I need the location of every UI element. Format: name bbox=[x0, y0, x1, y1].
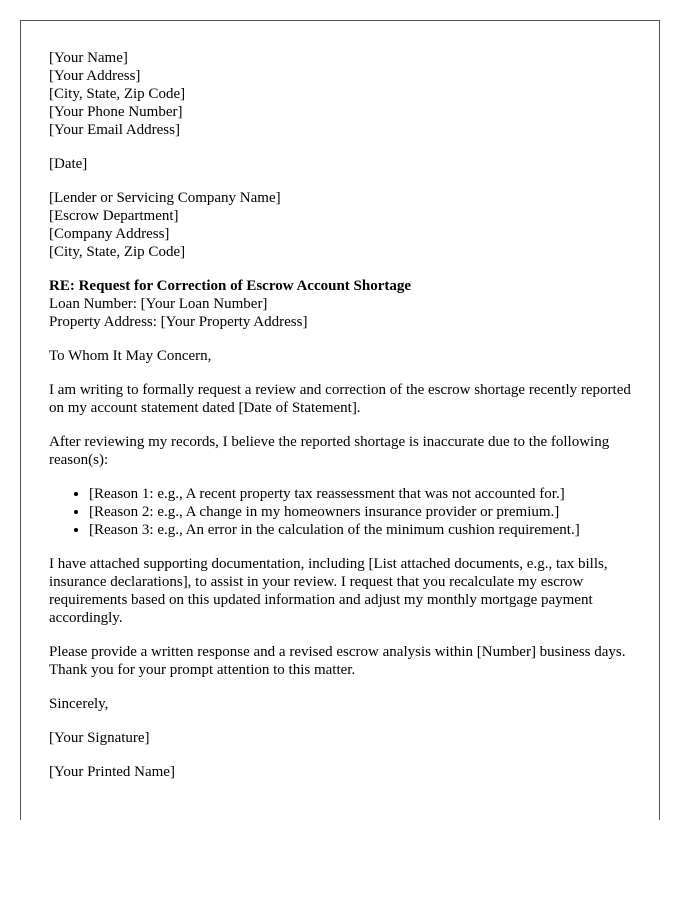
body-paragraph-1: I am writing to formally request a review and correction of the escrow shortage recently reported on my account statement dated [Date of Statement]. bbox=[49, 382, 631, 416]
letter-date: [Date] bbox=[49, 156, 88, 172]
sender-email: [Your Email Address] bbox=[49, 122, 180, 138]
recipient-city-state-zip: [City, State, Zip Code] bbox=[49, 244, 186, 260]
recipient-address: [Company Address] bbox=[49, 226, 170, 242]
sender-block bbox=[49, 49, 639, 139]
subject-line: RE: Request for Correction of Escrow Account Shortage bbox=[49, 278, 412, 294]
signature: [Your Signature] bbox=[49, 730, 150, 746]
date-block bbox=[49, 155, 639, 173]
sender-city-state-zip: [City, State, Zip Code] bbox=[49, 86, 186, 102]
printed-name: [Your Printed Name] bbox=[49, 764, 175, 780]
body-paragraph-3: I have attached supporting documentation, including [List attached documents, e.g., tax bills, insurance declarations], to assist in your review. I request that you recalculate my escrow requirements based on this updated information and adjust my monthly mortgage payment accordingly. bbox=[49, 556, 608, 626]
body-paragraph-2: After reviewing my records, I believe the reported shortage is inaccurate due to the following reason(s): bbox=[49, 434, 610, 468]
recipient-block bbox=[49, 189, 639, 261]
recipient-department: [Escrow Department] bbox=[49, 208, 179, 224]
letter-content bbox=[49, 49, 639, 797]
closing: Sincerely, bbox=[49, 696, 109, 712]
recipient-company: [Lender or Servicing Company Name] bbox=[49, 190, 281, 206]
salutation: To Whom It May Concern, bbox=[49, 348, 212, 364]
reason-item-2: • [Reason 2: e.g., A change in my homeowners insurance provider or premium.] bbox=[89, 503, 639, 521]
loan-number: Loan Number: [Your Loan Number] bbox=[49, 296, 268, 312]
subject-block bbox=[49, 277, 639, 331]
reasons-list bbox=[49, 485, 639, 539]
property-address: Property Address: [Your Property Address] bbox=[49, 314, 308, 330]
sender-phone: [Your Phone Number] bbox=[49, 104, 183, 120]
body-paragraph-4: Please provide a written response and a revised escrow analysis within [Number] business days. Thank you for your prompt attention to this matter. bbox=[49, 644, 626, 678]
reason-item-1: • [Reason 1: e.g., A recent property tax reassessment that was not accounted for.] bbox=[89, 485, 639, 503]
sender-name: [Your Name] bbox=[49, 50, 128, 66]
sender-address: [Your Address] bbox=[49, 68, 141, 84]
reason-item-3: • [Reason 3: e.g., An error in the calculation of the minimum cushion requirement.] bbox=[89, 521, 639, 539]
letter-page bbox=[20, 20, 660, 820]
